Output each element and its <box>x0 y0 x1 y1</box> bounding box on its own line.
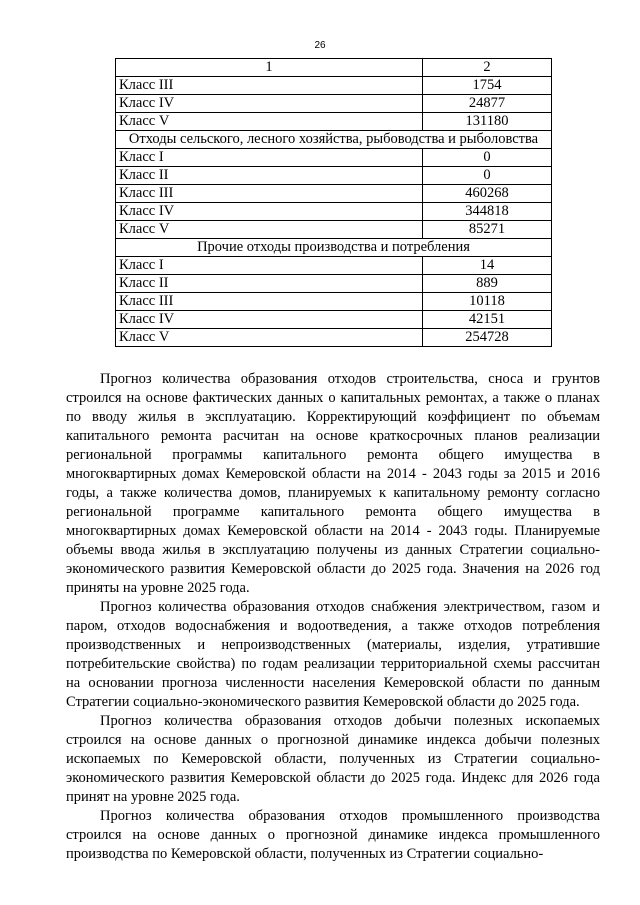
table-row <box>116 95 552 113</box>
table-row <box>116 185 552 203</box>
section-title: Прочие отходы производства и потребления <box>116 239 552 257</box>
table-row <box>116 275 552 293</box>
section-row-agriculture <box>116 131 552 149</box>
row-label: Класс IV <box>116 95 423 113</box>
section-row-other-waste <box>116 239 552 257</box>
row-value: 42151 <box>423 311 552 329</box>
row-value: 460268 <box>423 185 552 203</box>
paragraph-construction-waste: Прогноз количества образования отходов строительства, сноса и грунтов строился на основе фактических данных о капитальных ремонтах, а также о планах по вводу жилья в эксплуатацию. Корректирующий коэффициент по объемам капитального ремонта расчитан на основе краткосрочных планов реализации региональной программы капитального ремонта общего имущества в многоквартирных домах Кемеровской области на 2014 - 2043 годы за 2015 и 2016 годы, а также количества домов, планируемых к капитальному ремонту согласно региональной программе капитального ремонта общего имущества в многоквартирных домах Кемеровской области на 2014 - 2043 годы. Планируемые объемы ввода жилья в эксплуатацию получены из данных Стратегии социально-экономического развития Кемеровской области до 2025 года. Значения на 2026 год приняты на уровне 2025 года. <box>66 371 600 596</box>
table-row <box>116 113 552 131</box>
row-value: 24877 <box>423 95 552 113</box>
row-label: Класс II <box>116 167 423 185</box>
header-col-2: 2 <box>423 59 552 77</box>
row-label: Класс I <box>116 257 423 275</box>
body-text <box>66 370 600 864</box>
header-col-1: 1 <box>116 59 423 77</box>
row-value: 131180 <box>423 113 552 131</box>
page-number: 26 <box>314 40 326 51</box>
paragraph-industrial-waste: Прогноз количества образования отходов промышленного производства строился на основе данных о прогнозной динамике индекса промышленного производства по Кемеровской области, полученных из Стратегии социально- <box>66 808 600 862</box>
row-label: Класс V <box>116 221 423 239</box>
row-label: Класс V <box>116 329 423 347</box>
waste-class-table <box>115 58 552 347</box>
table-row <box>116 149 552 167</box>
row-value: 1754 <box>423 77 552 95</box>
row-label: Класс II <box>116 275 423 293</box>
row-value: 344818 <box>423 203 552 221</box>
table-row <box>116 293 552 311</box>
table-row <box>116 203 552 221</box>
table-row <box>116 257 552 275</box>
row-value: 0 <box>423 167 552 185</box>
table-row <box>116 221 552 239</box>
row-label: Класс III <box>116 293 423 311</box>
row-label: Класс V <box>116 113 423 131</box>
row-value: 0 <box>423 149 552 167</box>
row-label: Класс IV <box>116 311 423 329</box>
row-value: 10118 <box>423 293 552 311</box>
row-label: Класс I <box>116 149 423 167</box>
row-value: 889 <box>423 275 552 293</box>
table-header-row <box>116 59 552 77</box>
section-title: Отходы сельского, лесного хозяйства, рыбоводства и рыболовства <box>116 131 552 149</box>
table-row <box>116 167 552 185</box>
row-label: Класс III <box>116 77 423 95</box>
table-row <box>116 329 552 347</box>
row-label: Класс IV <box>116 203 423 221</box>
table-row <box>116 311 552 329</box>
row-value: 14 <box>423 257 552 275</box>
row-value: 85271 <box>423 221 552 239</box>
paragraph-utilities-waste: Прогноз количества образования отходов снабжения электричеством, газом и паром, отходов водоснабжения и водоотведения, а также отходов потребления производственных и непроизводственных (материалы, изделия, утратившие потребительские свойства) по годам реализации территориальной схемы рассчитан на основании прогноза численности населения Кемеровской области по данным Стратегии социально-экономического развития Кемеровской области до 2025 года. <box>66 599 600 710</box>
paragraph-mining-waste: Прогноз количества образования отходов добычи полезных ископаемых строился на основе данных о прогнозной динамике индекса добычи полезных ископаемых по Кемеровской области, полученных из Стратегии социально-экономического развития Кемеровской области до 2025 года. Индекс для 2026 года принят на уровне 2025 года. <box>66 713 600 805</box>
row-value: 254728 <box>423 329 552 347</box>
row-label: Класс III <box>116 185 423 203</box>
table-row <box>116 77 552 95</box>
